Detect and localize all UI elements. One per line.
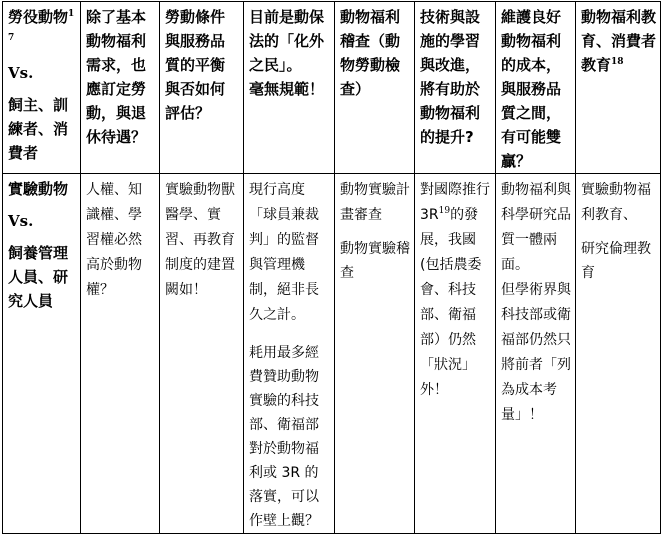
cell-lab-veterinary [160,174,244,534]
cell-lab-quality [496,174,576,534]
cell-text: 的發展，我國(包括農委會、科技部、衛福部）仍然「狀況」外！ [420,207,482,398]
versus-label: Vs. [8,212,34,230]
cell-text: 動物福利稽查（動物勞動檢查） [340,8,401,98]
row-stakeholders-lab: 飼養管理人員、研究人員 [8,244,69,310]
cell-text: 實驗動物福利教育、 [581,182,651,223]
cell-lab-rights [81,174,160,534]
footnote-ref-18[interactable]: 18 [611,57,624,67]
cell-text: 動物實驗稽查 [340,241,410,281]
cell-text: 動物福利與科學研究品質一體兩面。 [501,182,571,273]
cell-text: 人權、知識權、學習權必然高於動物權？ [86,182,142,298]
footnote-ref-19[interactable]: 19 [438,206,451,216]
cell-text: 動物實驗計畫審查 [340,182,410,223]
cell-text: 目前是動保法的「化外之民」。 [249,8,325,74]
cell-lab-animals-label [3,174,81,534]
row-stakeholders-labor: 飼主、訓練者、消費者 [8,96,69,162]
row-title-labor-animals: 勞役動物 [8,8,69,26]
table-row-labor-animals [3,2,661,174]
cell-lab-review [335,174,415,534]
cell-labor-regulation [244,2,335,174]
cell-text: 但學術界與科技部或衛福部仍然只將前者「列為成本考量」！ [501,282,571,423]
cell-labor-cost [496,2,576,174]
table-row-lab-animals [3,174,661,534]
cell-labor-evaluation [160,2,244,174]
versus-label: Vs. [8,64,34,82]
comparison-table [2,1,661,534]
cell-text: 實驗動物獸醫學、實習、再教育制度的建置闕如！ [165,182,235,298]
row-title-lab-animals: 實驗動物 [8,180,69,198]
cell-text: 勞動條件與服務品質的平衡與否如何評估？ [165,8,226,122]
cell-text: 動物福利教育、消費者教育 [581,8,657,74]
cell-text: 除了基本動物福利需求，也應訂定勞動，與退休待遇？ [86,8,147,146]
cell-labor-technology [415,2,496,174]
cell-labor-inspection [335,2,415,174]
cell-lab-3r [415,174,496,534]
cell-text-emphasis: 毫無規範！ [249,80,325,98]
cell-text: 維護良好動物福利的成本，與服務品質之間，有可能雙贏？ [501,8,562,170]
cell-labor-rights [81,2,160,174]
cell-labor-animals-label [3,2,81,174]
cell-text: 對國際推行 3R [420,182,490,223]
footnote-ref-17[interactable]: 17 [8,9,75,43]
cell-text: 技術與設施的學習與改進，將有助於動物福利的提升? [420,8,481,146]
cell-text: 研究倫理教育 [581,241,651,281]
cell-lab-supervision [244,174,335,534]
cell-lab-education [576,174,661,534]
cell-text: 現行高度「球員兼裁判」的監督與管理機制，絕非長久之計。 [249,182,319,323]
cell-labor-education [576,2,661,174]
cell-text: 耗用最多經費贊助動物實驗的科技部、衛福部對於動物福利或 3R 的落實，可以作壁上觀？ [249,345,319,529]
